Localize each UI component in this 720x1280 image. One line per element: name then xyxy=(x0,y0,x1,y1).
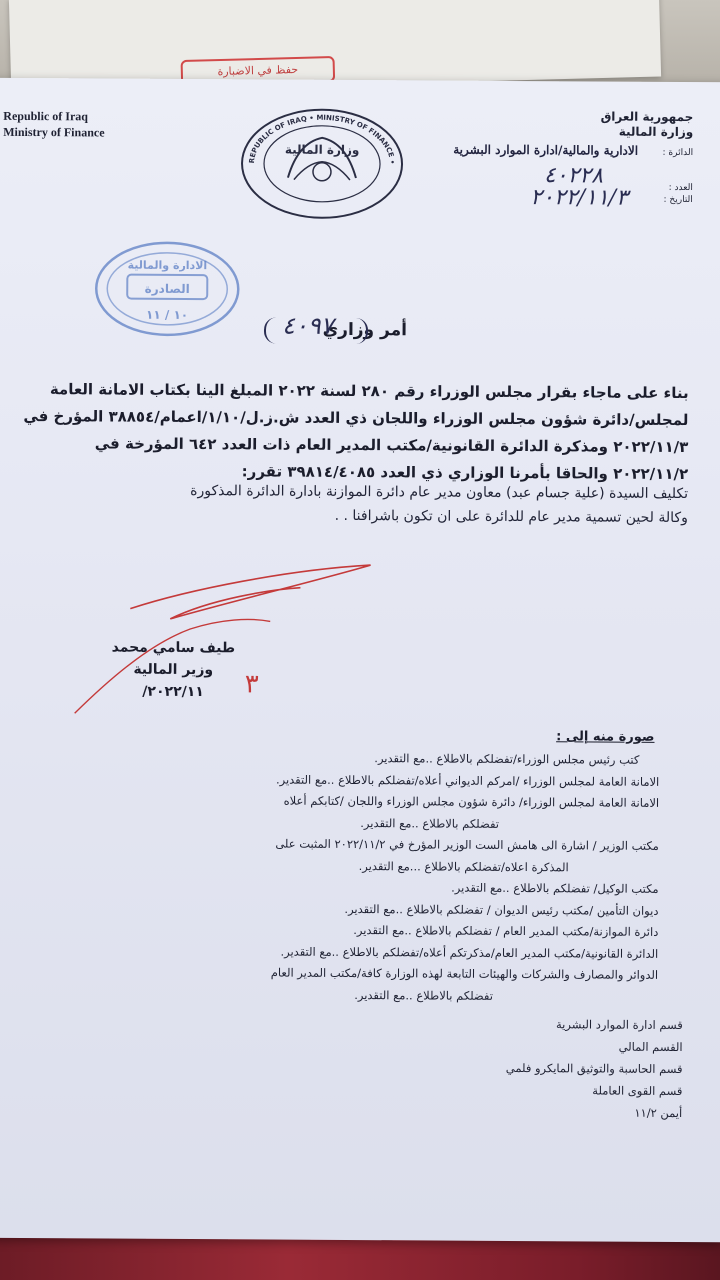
document-number: ٤٠٢٢٨ xyxy=(543,163,604,189)
internal-line: أيمن ١١/٢ xyxy=(634,1105,683,1121)
internal-line: قسم الحاسبة والتوثيق المايكرو فلمي xyxy=(505,1060,683,1077)
cc-line: الدوائر والمصارف والشركات والهيئات التابعة لهذه الوزارة كافة/مكتب المدير العام xyxy=(270,965,659,982)
order-body xyxy=(23,376,689,488)
signature-mark: ٣ xyxy=(244,669,259,700)
body-line: ٢٠٢٢/١١/٢ والحاقا بأمرنا الوزاري ذي العدد ٣٩٨١٤/٤٠٨٥ تقرر: xyxy=(241,462,689,484)
minister-name: طيف سامي محمد xyxy=(111,639,236,657)
document-date: ٢٠٢٢/١١/٣ xyxy=(530,185,628,211)
arabic-header-line: جمهورية العراق xyxy=(600,109,694,125)
cc-heading: صورة منه إلى : xyxy=(556,729,655,745)
internal-line: قسم ادارة الموارد البشرية xyxy=(555,1017,683,1033)
number-date-labels xyxy=(664,182,693,206)
cc-line: كتب رئيس مجلس الوزراء/تفضلكم بالاطلاع ..مع التقدير. xyxy=(374,751,640,767)
body-line: ٢٠٢٢/١١/٣ ومذكرة الدائرة القانونية/مكتب المدير العام ذات العدد ٦٤٢ المؤرخة في xyxy=(94,434,689,457)
cc-line: الامانة العامة لمجلس الوزراء/ دائرة شؤون مجلس الوزراء واللجان /كتابكم أعلاه xyxy=(283,793,660,810)
internal-distribution xyxy=(505,1013,682,1124)
department-value: الادارية والمالية/ادارة الموارد البشرية xyxy=(453,142,639,158)
signature-date: ٢٠٢٢/١١/ xyxy=(142,683,204,701)
cc-line: مكتب الوزير / اشارة الى هامش الست الوزير المؤرخ في ٢٠٢٢/١١/٢ المثبت على xyxy=(275,836,659,853)
seal-center-text: وزارة المالية xyxy=(284,142,360,158)
cc-line: المذكرة اعلاه/تفضلكم بالاطلاع ...مع التقدير. xyxy=(358,858,569,874)
cc-line: الامانة العامة لمجلس الوزراء /امركم الديواني أعلاه/تفضلكم بالاطلاع ..مع التقدير. xyxy=(275,772,660,789)
english-header-line: Republic of Iraq xyxy=(3,108,89,124)
number-label: العدد : xyxy=(668,182,693,194)
received-stamp xyxy=(92,238,243,339)
red-stamp: حفظ في الاضبارة xyxy=(181,56,336,86)
signature-block xyxy=(111,637,235,704)
seal-ring-text: REPUBLIC OF IRAQ • MINISTRY OF FINANCE • xyxy=(247,113,397,165)
body-line: لمجلس/دائرة شؤون مجلس الوزراء واللجان ذي العدد ش.ز.ل/١/١٠/اعمام/٣٨٨٥٤ المؤرخ في xyxy=(23,406,689,430)
ministry-seal xyxy=(238,107,407,220)
date-label: التاريخ : xyxy=(663,194,693,206)
cc-list xyxy=(271,748,660,1008)
department-label: الدائرة : xyxy=(662,147,694,159)
order-number: ٤٠٩٧ xyxy=(281,311,334,340)
cc-line: تفضلكم بالاطلاع ..مع التقدير. xyxy=(354,987,493,1003)
cc-line: ديوان التأمين /مكتب رئيس الديوان / تفضلكم بالاطلاع ..مع التقدير. xyxy=(344,901,659,918)
order-decision xyxy=(190,479,688,530)
cc-line: مكتب الوكيل/ تفضلكم بالاطلاع ..مع التقدير. xyxy=(451,880,659,896)
internal-line: قسم القوى العاملة xyxy=(592,1083,683,1099)
document-page xyxy=(0,78,720,1243)
decision-line: وكالة لحين تسمية مدير عام للدائرة على ان تكون باشرافنا . . xyxy=(334,507,688,527)
decision-line: تكليف السيدة (علية جسام عبد) معاون مدير عام دائرة الموازنة بادارة الدائرة المذكورة xyxy=(190,483,689,503)
svg-text:REPUBLIC OF IRAQ • MINISTRY OF xyxy=(248,113,396,164)
stamp-line-1: الادارة والمالية xyxy=(127,258,208,273)
english-header-line: Ministry of Finance xyxy=(3,124,105,140)
order-title: أمر وزاري xyxy=(322,319,408,341)
cc-line: تفضلكم بالاطلاع ..مع التقدير. xyxy=(360,815,500,831)
minister-title: وزير المالية xyxy=(133,661,214,679)
internal-line: القسم المالي xyxy=(618,1039,683,1055)
english-header xyxy=(3,108,105,141)
arabic-header-line: وزارة المالية xyxy=(618,124,694,140)
cc-line: الدائرة القانونية/مكتب المدير العام/مذكرتكم أعلاه/تفضلكم بالاطلاع ..مع التقدير. xyxy=(280,944,659,961)
body-line: بناء على ماجاء بقرار مجلس الوزراء رقم ٢٨٠ لسنة ٢٠٢٢ المبلغ الينا بكتاب الامانة العامة xyxy=(49,380,689,403)
stamp-line-2: الصادرة xyxy=(144,281,190,296)
arabic-header xyxy=(600,110,693,141)
cc-line: دائرة الموازنة/مكتب المدير العام / تفضلكم بالاطلاع ..مع التقدير. xyxy=(353,923,659,939)
stamp-line-3: ١٠ / ١١ xyxy=(146,307,189,322)
